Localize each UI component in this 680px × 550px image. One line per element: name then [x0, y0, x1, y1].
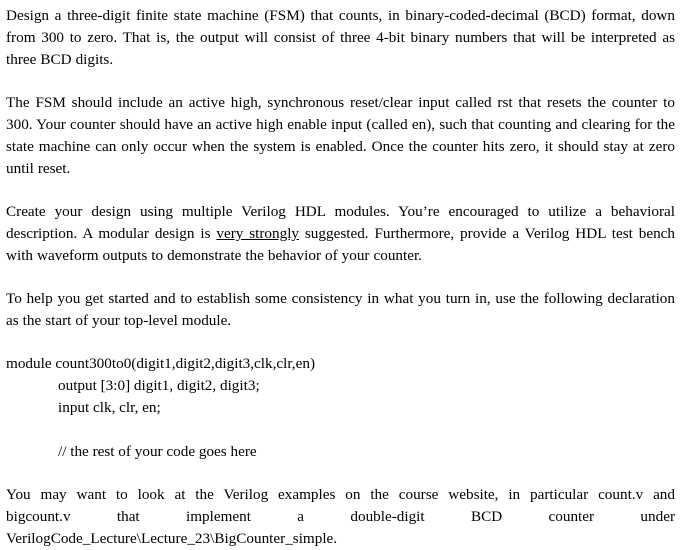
code-line-output: output [3:0] digit1, digit2, digit3; — [58, 377, 260, 394]
paragraph-verilog-modules-a: Create your design using multiple Verilog HDL modules. You’re encouraged to utilize a behavioral description. A modular design is — [6, 203, 675, 242]
underlined-emphasis: very strongly — [216, 225, 300, 242]
code-line-input: input clk, clr, en; — [58, 399, 161, 416]
paragraph-reset-enable: The FSM should include an active high, synchronous reset/clear input called rst that resets the counter to 300. Your counter should have an active high enable input (called en), such that counting and clearing for the state machine can only occur when the system is enabled. Once the counter hits zero, it should stay at zero until reset. — [6, 94, 675, 177]
examples-line-3: VerilogCode_Lecture\Lecture_23\BigCounter_simple. — [6, 530, 338, 547]
code-blank-line — [6, 419, 675, 441]
paragraph-fsm-description: Design a three-digit finite state machine (FSM) that counts, in binary-coded-decimal (BCD) format, down from 300 to zero. That is, the output will consist of three 4-bit binary numbers that will be interpreted as three BCD digits. — [6, 7, 675, 68]
examples-line-1: You may want to look at the Verilog examples on the course website, in particular count.v and — [6, 486, 675, 503]
code-block — [6, 353, 675, 463]
paragraph-declaration-intro: To help you get started and to establish some consistency in what you turn in, use the following declaration as the start of your top-level module. — [6, 290, 675, 329]
paragraph-examples-reference — [6, 484, 675, 550]
code-line-comment: // the rest of your code goes here — [58, 443, 257, 460]
paragraph-verilog-modules-b: suggested. Furthermore, provide a Verilog HDL test bench with waveform outputs to demonstrate the behavior of your counter. — [6, 225, 676, 264]
paragraph-verilog-modules — [6, 201, 675, 267]
examples-line-2: bigcount.v that implement a double-digit BCD counter under — [6, 508, 675, 525]
code-line-module: module count300to0(digit1,digit2,digit3,clk,clr,en) — [6, 355, 315, 372]
